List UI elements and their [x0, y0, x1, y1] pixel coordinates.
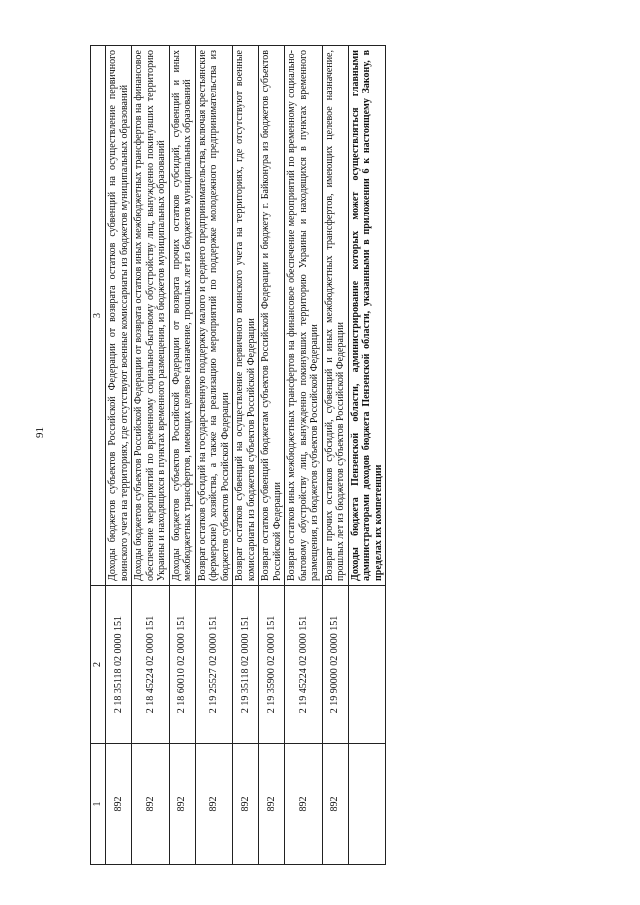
- revenue-name-cell: Доходы бюджетов субъектов Российской Федерации от возврата остатков иных межбюджетных трансфертов на финансовое обеспечение мероприятий по временному социально-бытовому обустройству лиц, вынужденно покинувших территорию Украины и находящихся в пунктах временного размещения, из бюджетов муниципальных образований: [132, 46, 170, 586]
- revenue-table-rotated: [90, 45, 386, 865]
- table-row: [285, 46, 323, 865]
- revenue-code-cell: 2 19 25527 02 0000 151: [195, 586, 233, 744]
- admin-code-cell: 892: [285, 744, 323, 865]
- header-col-2: 2: [91, 586, 106, 744]
- admin-code-cell: 892: [132, 744, 170, 865]
- revenue-name-cell: Доходы бюджетов субъектов Российской Федерации от возврата прочих остатков субсидий, субвенций и иных межбюджетных трансфертов, имеющих целевое назначение, прошлых лет из бюджетов муниципальных образований: [169, 46, 195, 586]
- header-row: [91, 46, 106, 865]
- revenue-code-cell: 2 18 35118 02 0000 151: [106, 586, 132, 744]
- table-row: [132, 46, 170, 865]
- section-heading-cell: Доходы бюджета Пензенской области, администрирование которых может осуществляться главными администраторами доходов бюджета Пензенской области, указанными в приложении 6 к настоящему Закону, в пределах их компетенции: [348, 46, 386, 586]
- admin-code-cell: 892: [259, 744, 285, 865]
- revenue-code-cell: 2 19 45224 02 0000 151: [285, 586, 323, 744]
- revenue-code-cell: 2 18 45224 02 0000 151: [132, 586, 170, 744]
- admin-code-cell: 892: [322, 744, 348, 865]
- admin-code-cell: 892: [106, 744, 132, 865]
- table-row: [195, 46, 233, 865]
- table-row: [322, 46, 348, 865]
- revenue-name-cell: Возврат остатков субвенций бюджетам субъектов Российской Федерации и бюджету г. Байконура из бюджетов субъектов Российской Федерации: [259, 46, 285, 586]
- table-row: [233, 46, 259, 865]
- header-col-1: 1: [91, 744, 106, 865]
- admin-code-cell: 892: [169, 744, 195, 865]
- footer-empty-cell: [348, 744, 386, 865]
- revenue-name-cell: Возврат остатков субсидий на государственную поддержку малого и среднего предпринимательства, включая крестьянские (фермерские) хозяйства, а также на реализацию мероприятий по поддержке молодежного предпринимательства из бюджетов субъектов Российской Федерации: [195, 46, 233, 586]
- revenue-name-cell: Возврат остатков иных межбюджетных трансфертов на финансовое обеспечение мероприятий по временному социально-бытовому обустройству лиц, вынужденно покинувших территорию Украины и находящихся в пунктах временного размещения, из бюджетов субъектов Российской Федерации: [285, 46, 323, 586]
- revenue-name-cell: Возврат прочих остатков субсидий, субвенций и иных межбюджетных трансфертов, имеющих целевое назначение, прошлых лет из бюджетов субъектов Российской Федерации: [322, 46, 348, 586]
- revenue-name-cell: Доходы бюджетов субъектов Российской Федерации от возврата остатков субвенций на осуществление первичного воинского учета на территориях, где отсутствуют военные комиссариаты из бюджетов муниципальных образований: [106, 46, 132, 586]
- footer-row: [348, 46, 386, 865]
- revenue-name-cell: Возврат остатков субвенций на осуществление первичного воинского учета на территориях, где отсутствуют военные комиссариаты из бюджетов субъектов Российской Федерации: [233, 46, 259, 586]
- revenue-code-cell: 2 19 90000 02 0000 151: [322, 586, 348, 744]
- revenue-table: [90, 45, 386, 865]
- revenue-code-cell: 2 18 60010 02 0000 151: [169, 586, 195, 744]
- admin-code-cell: 892: [233, 744, 259, 865]
- header-col-3: 3: [91, 46, 106, 586]
- table-row: [259, 46, 285, 865]
- revenue-code-cell: 2 19 35900 02 0000 151: [259, 586, 285, 744]
- table-row: [169, 46, 195, 865]
- footer-empty-cell: [348, 586, 386, 744]
- page-number: 91: [34, 427, 46, 438]
- admin-code-cell: 892: [195, 744, 233, 865]
- revenue-code-cell: 2 19 35118 02 0000 151: [233, 586, 259, 744]
- table-row: [106, 46, 132, 865]
